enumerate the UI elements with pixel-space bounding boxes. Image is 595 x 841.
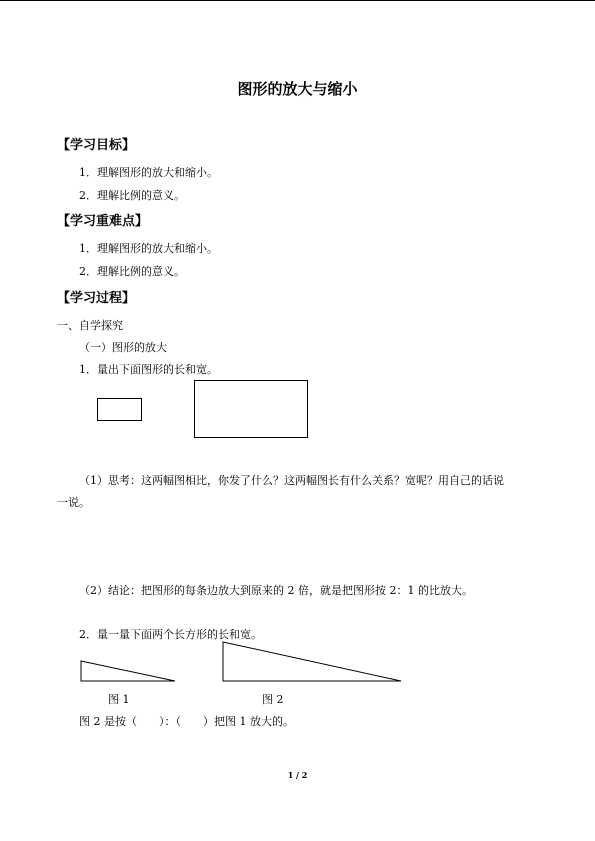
key-point-item-2: 2．理解比例的意义。 <box>79 265 185 278</box>
part-one-label: 一、自学探究 <box>57 319 123 332</box>
question-two: 2．量一量下面两个长方形的长和宽。 <box>79 628 262 641</box>
key-point-item-1: 1．理解图形的放大和缩小。 <box>79 242 218 255</box>
question-one: 1．量出下面图形的长和宽。 <box>79 363 218 376</box>
figure-1-triangle <box>79 659 179 684</box>
goals-heading: 【学习目标】 <box>57 138 136 153</box>
large-rectangle <box>194 380 308 438</box>
process-heading: 【学习过程】 <box>57 291 136 306</box>
key-points-heading: 【学习重难点】 <box>57 214 149 229</box>
figure-2-label: 图 2 <box>262 693 284 706</box>
goal-item-1: 1．理解图形的放大和缩小。 <box>79 166 218 179</box>
header-rule <box>0 0 595 1</box>
goal-item-2: 2．理解比例的意义。 <box>79 189 185 202</box>
figure-1-label: 图 1 <box>108 693 130 706</box>
page-title: 图形的放大与缩小 <box>237 80 358 98</box>
figure-2-triangle <box>221 640 406 685</box>
small-rectangle <box>97 398 142 421</box>
think-prompt-line-1: （1）思考：这两幅图相比，你发了什么？这两幅图长有什么关系？宽呢？用自己的话说 <box>79 474 504 487</box>
think-prompt-line-2: 一说。 <box>57 496 90 509</box>
fill-in-blank-question: 图 2 是按（ ）：（ ）把图 1 放大的。 <box>79 715 294 728</box>
conclusion-text: （2）结论：把图形的每条边放大到原来的 2 倍，就是把图形按 2：1 的比放大。 <box>79 584 473 597</box>
page-number: 1 / 2 <box>287 770 308 780</box>
sub-section-label: （一）图形的放大 <box>79 341 167 354</box>
